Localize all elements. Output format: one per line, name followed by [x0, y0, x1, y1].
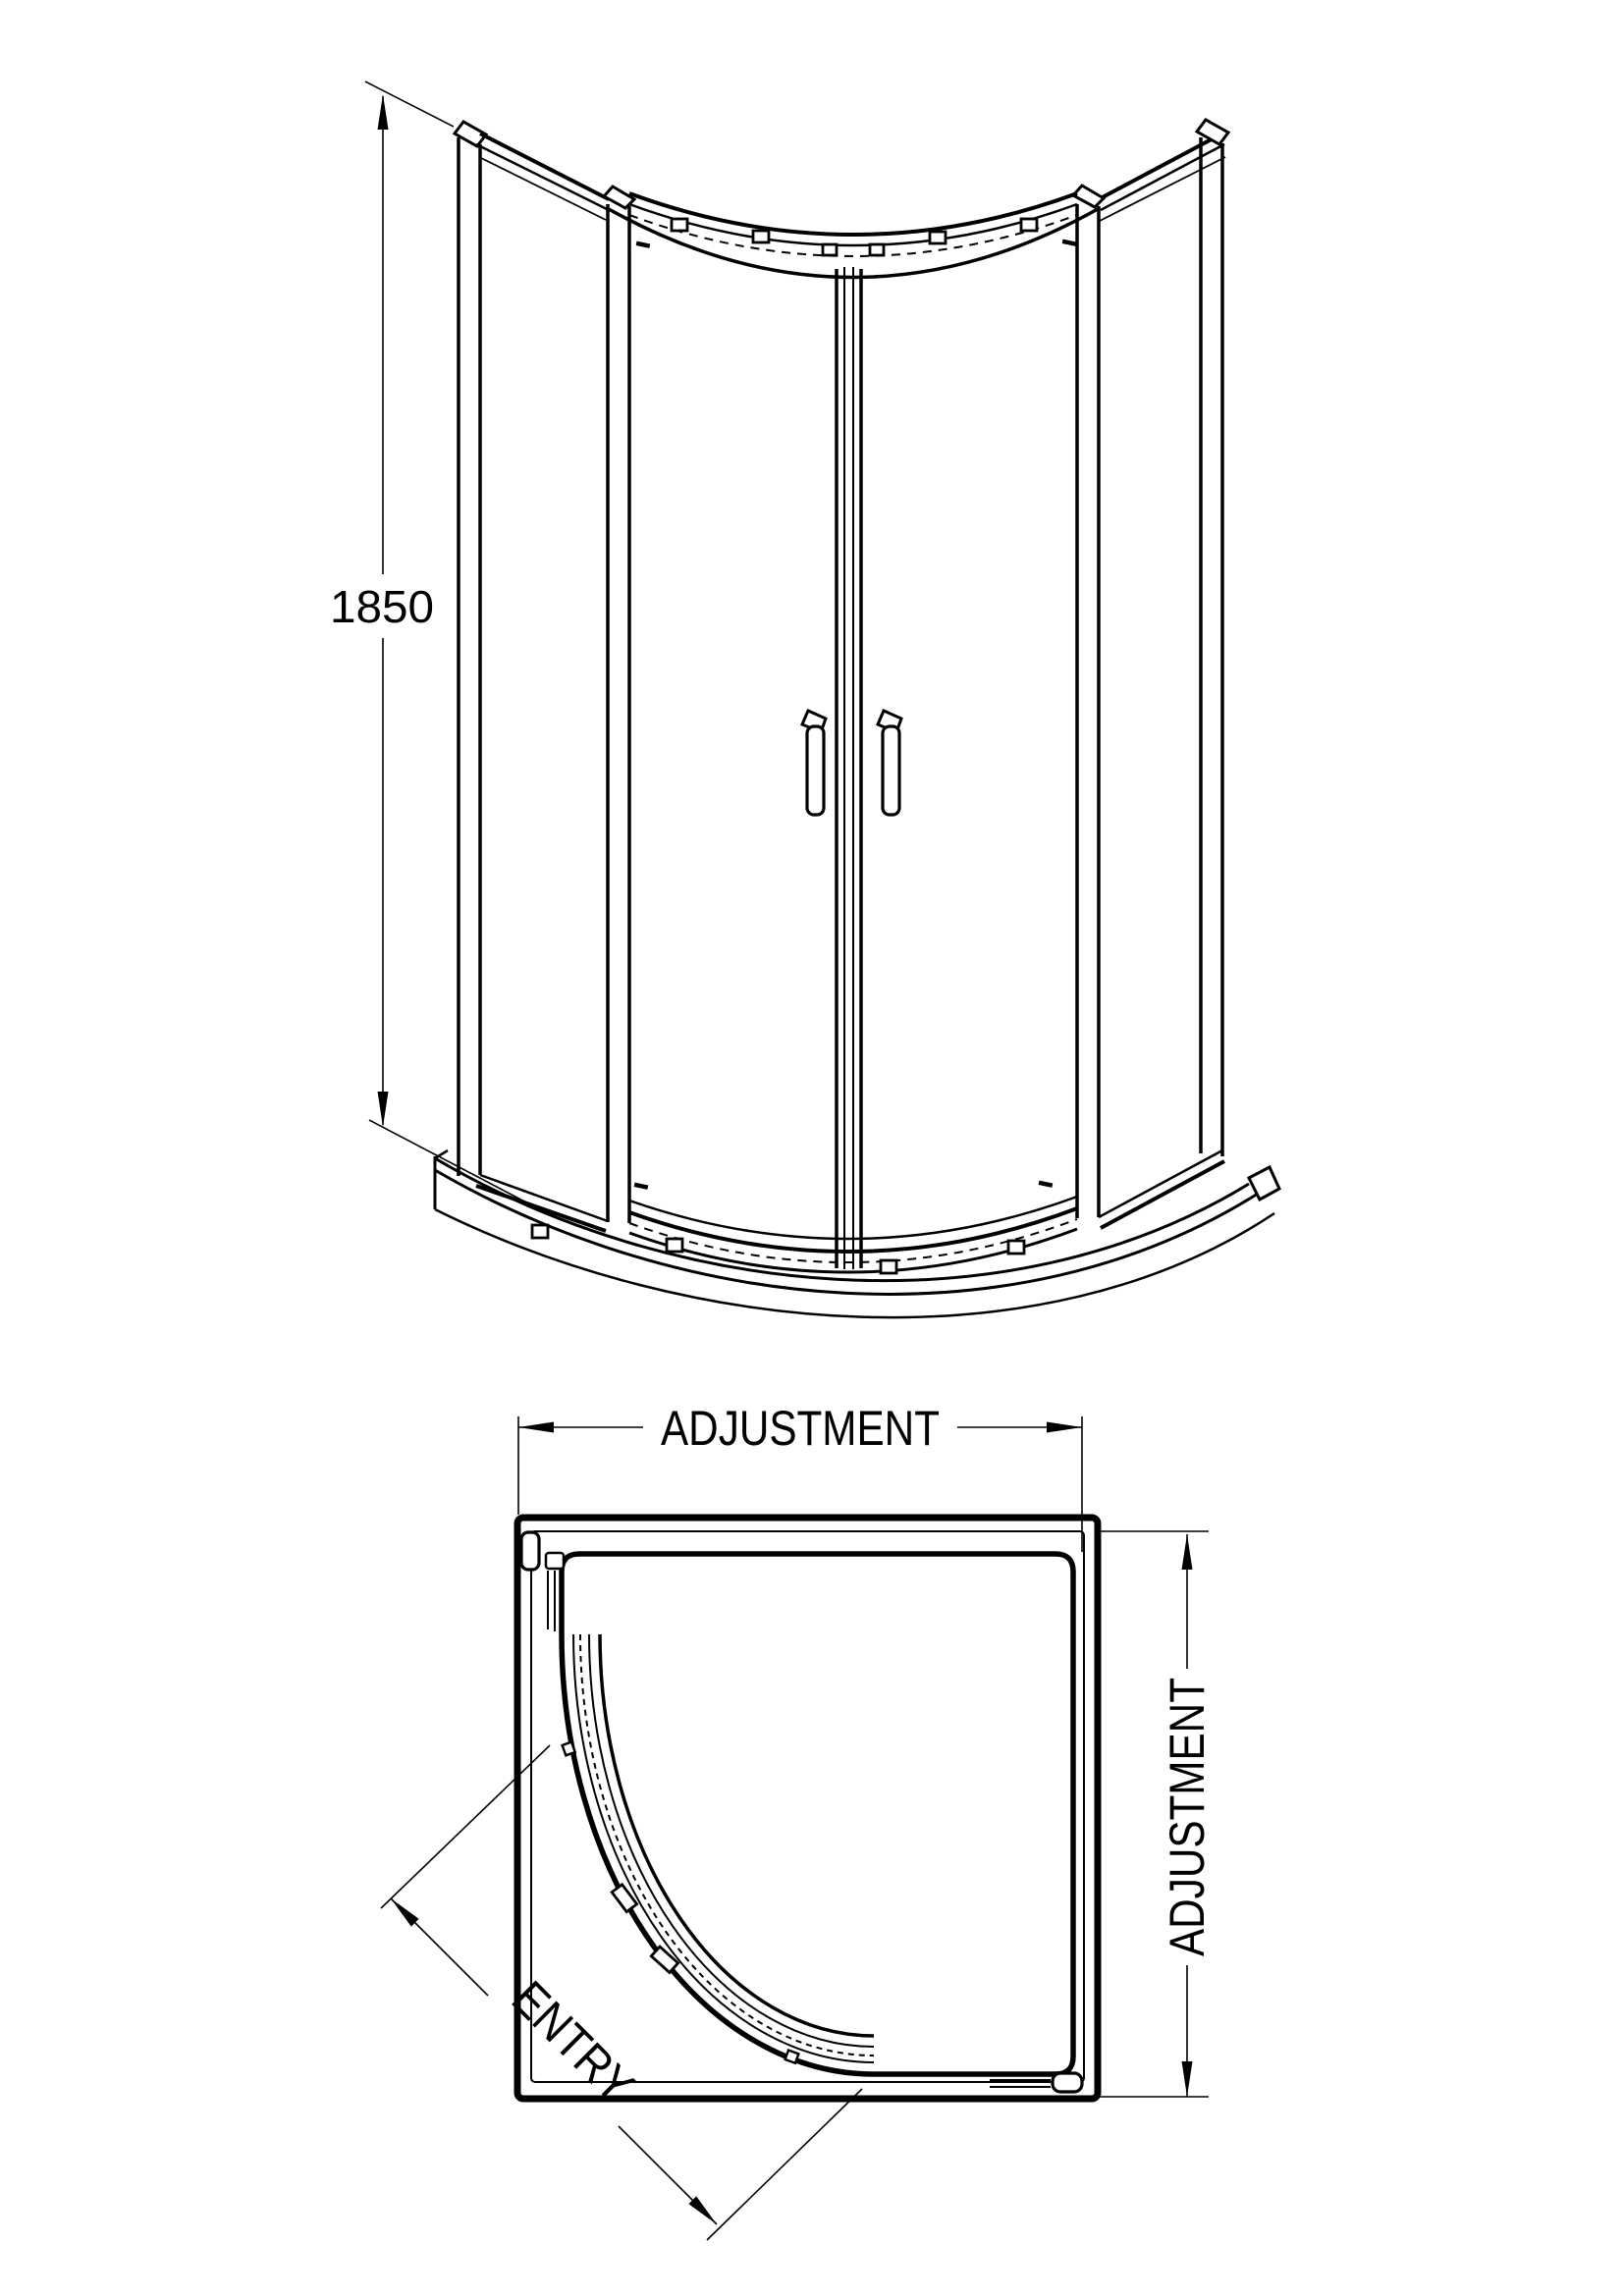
- arc-roller-bracket: [651, 1947, 677, 1972]
- door-glass-arc: [600, 1634, 874, 2036]
- roller-block: [672, 219, 687, 231]
- extension-line-top: [365, 81, 454, 127]
- extension-line-upper: [381, 1745, 550, 1908]
- top-left-wall-channel: [521, 1532, 539, 1570]
- plan-door-tracks: [573, 1634, 874, 2062]
- left-outer-stile: [455, 122, 486, 1176]
- arc-small-block: [785, 2051, 799, 2063]
- plan-outer-wall: [517, 1518, 1098, 2099]
- bottom-right-wall-channel: [1053, 2073, 1082, 2092]
- glass-dash: [634, 1183, 649, 1190]
- tray-bottom-edge: [435, 1209, 1274, 1317]
- left-top-band-2: [476, 144, 607, 209]
- glass-marks: [634, 240, 1077, 1190]
- center-meeting-stiles: [837, 267, 861, 1269]
- right-bottom-band-2: [1101, 1161, 1224, 1228]
- glass-dash: [1039, 1181, 1054, 1188]
- tray-guide-block: [532, 1225, 548, 1238]
- right-outer-stile: [1197, 120, 1228, 1156]
- roller-block: [823, 244, 837, 255]
- right-bottom-band-1: [1099, 1150, 1222, 1217]
- arrowhead-down-icon: [1182, 2061, 1193, 2097]
- shower-tray: [435, 1150, 1279, 1317]
- left-panel-top-rail: [476, 133, 609, 220]
- roller-block: [930, 232, 946, 243]
- right-door-handle: [883, 726, 899, 815]
- height-dimension-1850: [330, 81, 553, 1216]
- entry-label: ENTRY: [501, 1970, 658, 2127]
- top-left-panel-block: [546, 1553, 564, 1569]
- top-rail-outer-curve: [629, 193, 1077, 235]
- arrowhead-downright-icon: [688, 2196, 717, 2224]
- depth-adjustment-dimension: [1098, 1531, 1215, 2097]
- arrowhead-up-icon: [378, 94, 389, 130]
- width-adjustment-label: ADJUSTMENT: [661, 1401, 940, 1456]
- plan-view: [381, 1401, 1215, 2240]
- track-arc-dashed: [580, 1634, 874, 2056]
- right-top-band-2: [1101, 144, 1224, 210]
- right-door-jamb: [1073, 186, 1104, 1218]
- arrowhead-down-icon: [378, 1092, 389, 1127]
- glass-dash: [636, 241, 651, 248]
- tray-mid-edge: [435, 1170, 1258, 1294]
- arc-small-block: [563, 1742, 575, 1756]
- door-handles: [802, 711, 901, 815]
- extension-line-lower: [707, 2089, 862, 2240]
- track-arc-2: [589, 1634, 874, 2047]
- right-jamb-cap: [1073, 186, 1104, 207]
- tray-guide-block: [1008, 1241, 1024, 1254]
- plan-inner-wall-line: [531, 1531, 1084, 2082]
- curved-top-rail: [609, 193, 1098, 278]
- tray-top-edge: [435, 1158, 1249, 1281]
- roller-block: [1021, 219, 1037, 231]
- plan-wall-profiles: [521, 1532, 1082, 2092]
- tray-guide-block: [667, 1239, 682, 1252]
- panel-bottom-rails: [476, 1150, 1224, 1231]
- track-arc-1: [573, 1634, 874, 2062]
- width-adjustment-dimension: [518, 1401, 1082, 1552]
- entry-dimension: [381, 1745, 862, 2240]
- roller-block: [870, 244, 884, 255]
- glass-dash: [1062, 240, 1077, 246]
- arrowhead-upleft-icon: [391, 1898, 419, 1927]
- depth-adjustment-label: ADJUSTMENT: [1160, 1626, 1215, 1956]
- right-panel-top-rail: [1099, 133, 1225, 221]
- roller-block: [753, 231, 769, 242]
- height-dimension-label: 1850: [330, 581, 434, 632]
- arrowhead-left-icon: [518, 1422, 554, 1433]
- left-bottom-band-1: [480, 1175, 608, 1221]
- tray-guide-block: [881, 1260, 896, 1273]
- top-rail-inner-curve: [629, 204, 1077, 245]
- arrowhead-up-icon: [1182, 1534, 1193, 1570]
- plan-tray-outline: [562, 1554, 1073, 2074]
- left-door-jamb: [604, 187, 634, 1223]
- front-elevation-view: [330, 81, 1279, 1317]
- arrowhead-right-icon: [1047, 1422, 1082, 1433]
- left-door-handle: [807, 726, 824, 815]
